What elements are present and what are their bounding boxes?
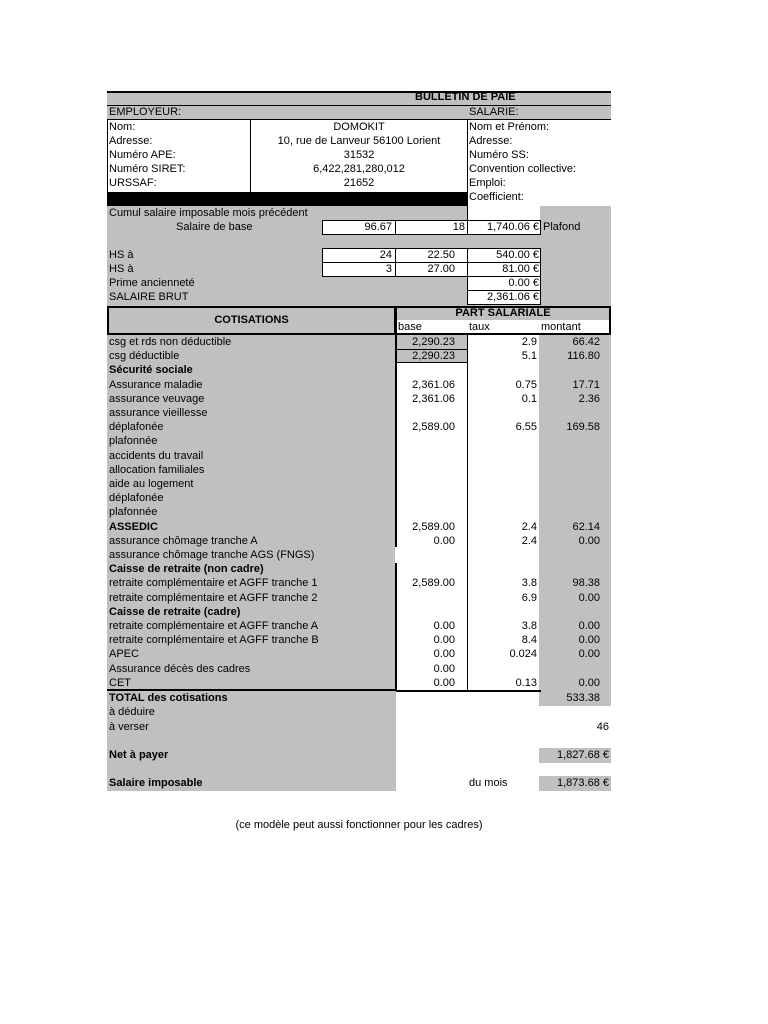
cotisation-label: csg et rds non déductible	[109, 336, 232, 348]
cotisation-montant: 0.00	[578, 634, 600, 646]
verser-value: 46	[596, 721, 609, 733]
employer-address-value: 10, rue de Lanveur 56100 Lorient	[277, 135, 441, 147]
cotisation-base: 0.00	[433, 634, 455, 646]
hs1-amount-value: 540.00 €	[496, 249, 539, 261]
employee-coefficient-label: Coefficient:	[469, 191, 524, 203]
cotisation-label: plafonnée	[109, 506, 158, 518]
cotisation-label: Sécurité sociale	[109, 364, 193, 376]
cotisation-base: 2,589.00	[412, 521, 455, 533]
hs2-rate-value: 27.00	[427, 263, 455, 275]
employee-ss-label: Numéro SS:	[469, 149, 529, 161]
cotisation-taux: 6.9	[521, 592, 537, 604]
imposable-amount-value: 1,873.68 €	[557, 777, 609, 789]
col-header-base: base	[398, 321, 422, 333]
cumul-value-cell	[467, 206, 540, 220]
net-label: Net à payer	[109, 749, 169, 761]
cotisation-montant: 0.00	[578, 677, 600, 689]
cotisation-base: 2,589.00	[412, 421, 455, 433]
employer-address-label: Adresse:	[109, 135, 153, 147]
plafond-label: Plafond	[543, 221, 581, 233]
deduire-label: à déduire	[109, 706, 155, 718]
cotisation-label: Caisse de retraite (cadre)	[109, 606, 241, 618]
employer-name-label: Nom:	[109, 121, 136, 133]
base-amount-value: 1,740.06 €	[487, 221, 539, 233]
brut-label: SALAIRE BRUT	[109, 291, 189, 303]
total-cotisations-label: TOTAL des cotisations	[109, 692, 228, 704]
cotisation-montant: 0.00	[578, 592, 600, 604]
cotisation-base: 0.00	[433, 620, 455, 632]
employer-ape-value: 31532	[343, 149, 375, 161]
base-rate-value: 96.67	[364, 221, 392, 233]
imposable-label: Salaire imposable	[109, 777, 203, 789]
cotisation-label: déplafonée	[109, 492, 164, 504]
cotisation-taux: 6.55	[515, 421, 537, 433]
net-amount-value: 1,827.68 €	[557, 749, 609, 761]
employee-section-label: SALARIE:	[469, 106, 519, 118]
part-salariale-label: PART SALARIALE	[455, 307, 551, 319]
cotisation-montant: 2.36	[578, 393, 600, 405]
cumul-label: Cumul salaire imposable mois précédent	[109, 207, 308, 219]
cotisation-label: Assurance maladie	[109, 379, 203, 391]
cotisation-taux: 0.1	[521, 393, 537, 405]
employer-urssaf-value: 21652	[343, 177, 375, 189]
cotisation-label: déplafonée	[109, 421, 164, 433]
employer-section-label: EMPLOYEUR:	[109, 106, 182, 118]
cotisation-montant: 116.80	[567, 350, 600, 362]
employer-ape-label: Numéro APE:	[109, 149, 176, 161]
brut-amount-value: 2,361.06 €	[487, 291, 539, 303]
cotisation-label: accidents du travail	[109, 450, 204, 462]
cotisation-label: retraite complémentaire et AGFF tranche B	[109, 634, 319, 646]
cotisation-base: 2,290.23	[412, 350, 455, 362]
col-header-taux: taux	[469, 321, 490, 333]
cotisation-label: assurance chômage tranche AGS (FNGS)	[109, 549, 315, 561]
section-header-bar	[107, 105, 611, 120]
cotisation-montant: 98.38	[572, 577, 600, 589]
col-header-montant: montant	[541, 321, 581, 333]
cotisation-label: allocation familiales	[109, 464, 205, 476]
employee-address-label: Adresse:	[469, 135, 513, 147]
du-mois-label: du mois	[469, 777, 508, 789]
cotisation-label: assurance chômage tranche A	[109, 535, 258, 547]
employee-job-label: Emploi:	[469, 177, 506, 189]
cotisation-montant: 0.00	[578, 648, 600, 660]
employer-siret-label: Numéro SIRET:	[109, 163, 186, 175]
hs2-amount-value: 81.00 €	[502, 263, 539, 275]
footnote: (ce modèle peut aussi fonctionner pour les cadres)	[235, 819, 483, 831]
total-cotisations-value: 533.38	[566, 692, 600, 704]
hs2-pct-value: 3	[385, 263, 392, 275]
cotisation-base: 0.00	[433, 663, 455, 675]
black-separator-bar	[107, 192, 468, 206]
cotisation-base: 2,361.06	[412, 393, 455, 405]
cotisation-montant: 66.42	[572, 336, 600, 348]
cotisation-label: csg déductible	[109, 350, 180, 362]
cotisation-taux: 2.9	[521, 336, 537, 348]
anciennete-amount-value: 0.00 €	[508, 277, 539, 289]
cotisation-taux: 2.4	[521, 521, 537, 533]
cotisation-montant: 0.00	[578, 535, 600, 547]
cotisation-montant: 0.00	[578, 620, 600, 632]
cotisation-taux: 3.8	[521, 577, 537, 589]
base-qty-value: 18	[452, 221, 465, 233]
cotisation-taux: 0.024	[509, 648, 537, 660]
cotisation-base: 2,361.06	[412, 379, 455, 391]
cotisation-taux: 5.1	[521, 350, 537, 362]
hs1-label: HS à	[109, 249, 134, 261]
ags-gap	[395, 547, 397, 563]
hs2-label: HS à	[109, 263, 134, 275]
cotisations-bottom-rule	[395, 690, 541, 692]
cotisation-label: assurance veuvage	[109, 393, 205, 405]
cotisation-base: 0.00	[433, 677, 455, 689]
employer-urssaf-label: URSSAF:	[109, 177, 157, 189]
cotisation-label: retraite complémentaire et AGFF tranche 2	[109, 592, 318, 604]
hs1-pct-value: 24	[379, 249, 392, 261]
cotisation-label: aide au logement	[109, 478, 194, 490]
employer-name-value: DOMOKIT	[333, 121, 385, 133]
hs1-rate-value: 22.50	[427, 249, 455, 261]
anciennete-label: Prime ancienneté	[109, 277, 195, 289]
base-salary-label: Salaire de base	[176, 221, 253, 233]
employee-convention-label: Convention collective:	[469, 163, 577, 175]
cotisation-label: Caisse de retraite (non cadre)	[109, 563, 264, 575]
cotisation-taux: 8.4	[521, 634, 537, 646]
page-title: BULLETIN DE PAIE	[415, 91, 516, 103]
cotisation-taux: 2.4	[521, 535, 537, 547]
employee-name-label: Nom et Prénom:	[469, 121, 550, 133]
cotisation-label: retraite complémentaire et AGFF tranche 1	[109, 577, 318, 589]
employer-siret-value: 6,422,281,280,012	[313, 163, 405, 175]
cotisation-label: assurance vieillesse	[109, 407, 208, 419]
cotisation-label: ASSEDIC	[109, 521, 158, 533]
cotisation-base: 2,589.00	[412, 577, 455, 589]
cotisation-taux: 0.75	[515, 379, 537, 391]
cotisation-base: 0.00	[433, 648, 455, 660]
employee-block-right-edge	[467, 192, 468, 206]
cotisation-taux: 3.8	[521, 620, 537, 632]
cotisation-base: 2,290.23	[412, 336, 455, 348]
cotisation-label: plafonnée	[109, 435, 158, 447]
cotisation-label: Assurance décès des cadres	[109, 663, 251, 675]
cotisation-label: APEC	[109, 648, 139, 660]
cotisation-montant: 62.14	[572, 521, 600, 533]
title-bar	[107, 91, 611, 105]
cotisations-title: COTISATIONS	[214, 314, 289, 326]
verser-label: à verser	[109, 721, 149, 733]
cotisation-base: 0.00	[433, 535, 455, 547]
cotisation-montant: 169.58	[566, 421, 600, 433]
cotisation-label: CET	[109, 677, 131, 689]
cotisation-montant: 17.71	[572, 379, 600, 391]
cotisation-label: retraite complémentaire et AGFF tranche A	[109, 620, 319, 632]
cotisation-taux: 0.13	[515, 677, 537, 689]
